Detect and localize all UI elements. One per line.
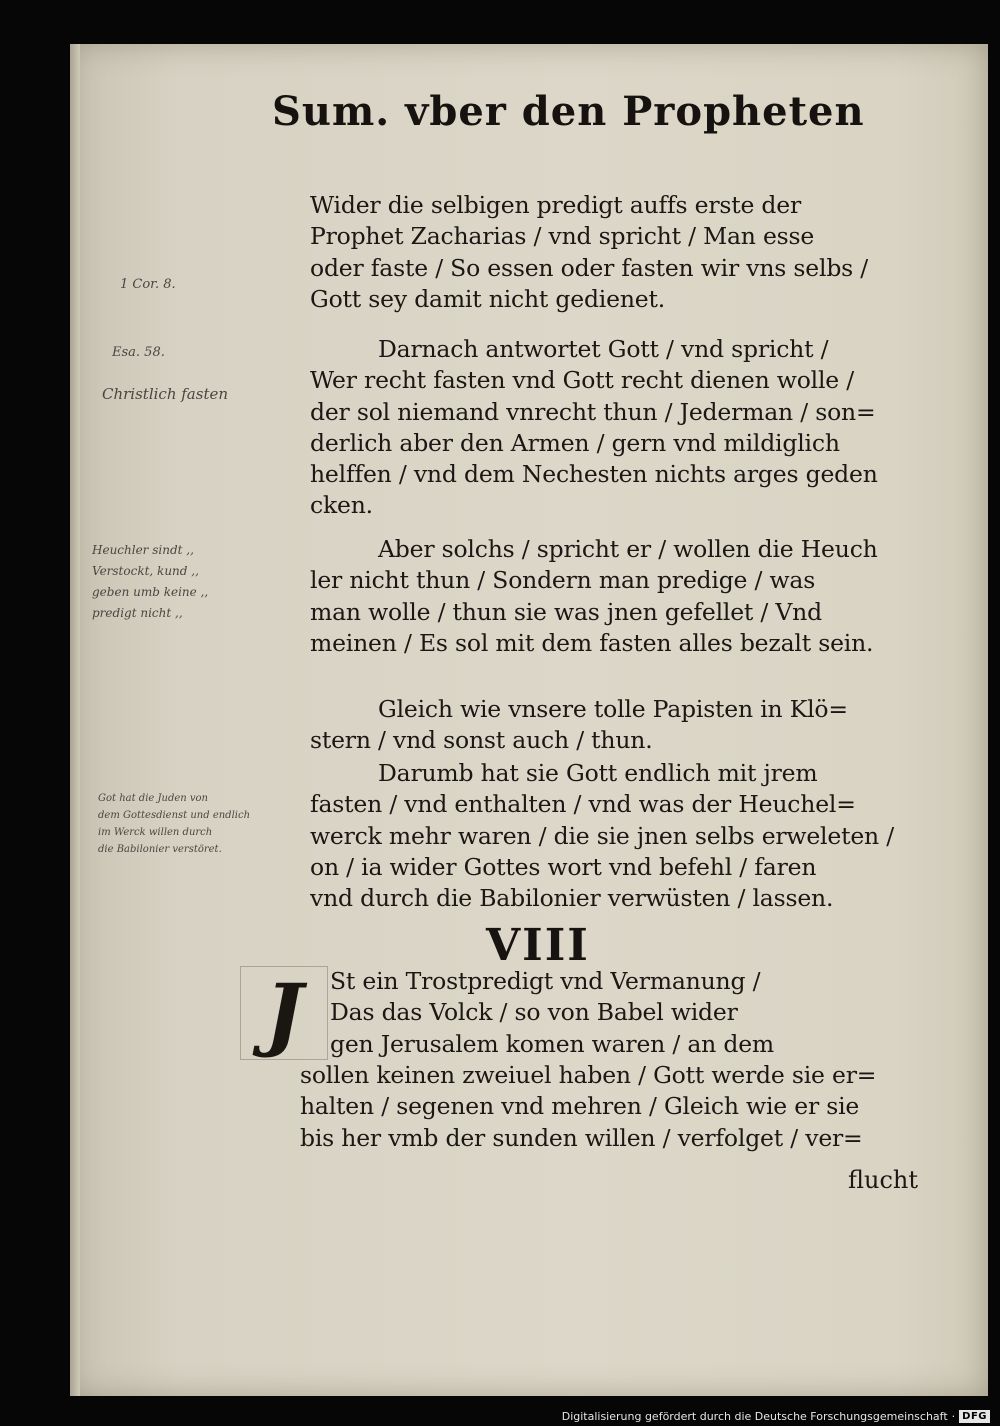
- note-line: Verstockt, kund ,,: [92, 564, 199, 578]
- text-line: Darumb hat sie Gott endlich mit jrem: [378, 759, 818, 787]
- credit-text: Digitalisierung gefördert durch die Deutsche Forschungsgemeinschaft: [561, 1410, 948, 1423]
- text-line: helffen / vnd dem Nechesten nichts arges geden: [310, 460, 878, 489]
- text-line: Das das Volck / so von Babel wider: [330, 998, 738, 1027]
- text-line: Prophet Zacharias / vnd spricht / Man esse: [310, 222, 815, 251]
- margin-note-2: [112, 342, 165, 363]
- running-header: Sum. vber den Propheten: [272, 88, 865, 135]
- paragraph-3: [310, 534, 926, 659]
- note-line: Christlich fasten: [102, 385, 229, 403]
- note-line: die Babilonier verstöret.: [98, 844, 222, 855]
- dropcap-initial: J: [240, 966, 328, 1060]
- text-line: der sol niemand vnrecht thun / Jederman / son=: [310, 397, 876, 426]
- chapter-heading: VIII: [486, 920, 590, 971]
- text-line: Wer recht fasten vnd Gott recht dienen wolle /: [310, 366, 854, 395]
- paragraph-4: [310, 694, 926, 757]
- page-gutter: [70, 44, 80, 1396]
- text-line: Gott sey damit nicht gedienet.: [310, 284, 665, 313]
- text-line: gen Jerusalem komen waren / an dem: [330, 1029, 774, 1058]
- text-line: man wolle / thun sie was jnen gefellet / Vnd: [310, 597, 822, 626]
- margin-note-5: [98, 790, 250, 858]
- catchword: flucht: [848, 1166, 919, 1194]
- paragraph-1: [310, 190, 926, 315]
- text-line: sollen keinen zweiuel haben / Gott werde sie er=: [300, 1061, 877, 1089]
- paragraph-5: [310, 758, 926, 914]
- text-line: Aber solchs / spricht er / wollen die Heuch: [378, 535, 878, 563]
- paragraph-2: [310, 334, 926, 522]
- text-line: Gleich wie vnsere tolle Papisten in Klö=: [378, 695, 848, 723]
- note-line: Got hat die Juden von: [98, 793, 208, 804]
- separator-dot: ·: [951, 1410, 956, 1423]
- margin-note-1: [120, 274, 176, 295]
- text-line: on / ia wider Gottes wort vnd befehl / faren: [310, 852, 817, 881]
- text-line: oder faste / So essen oder fasten wir vns selbs /: [310, 253, 869, 282]
- text-line: fasten / vnd enthalten / vnd was der Heuchel=: [310, 790, 856, 819]
- text-line: cken.: [310, 491, 373, 520]
- digitization-credit: [562, 1410, 990, 1423]
- note-line: dem Gottesdienst und endlich: [98, 810, 251, 821]
- note-line: Heuchler sindt ,,: [92, 543, 194, 557]
- text-line: halten / segenen vnd mehren / Gleich wie er sie: [300, 1092, 860, 1121]
- dfg-logo: DFG: [959, 1410, 990, 1423]
- note-line: Esa. 58.: [112, 345, 165, 360]
- text-line: meinen / Es sol mit dem fasten alles bezalt sein.: [310, 628, 874, 657]
- text-line: ler nicht thun / Sondern man predige / was: [310, 566, 816, 595]
- chapter-paragraph-upper: [330, 966, 926, 1060]
- text-line: vnd durch die Babilonier verwüsten / lassen.: [310, 884, 834, 913]
- margin-note-3: [102, 384, 228, 405]
- note-line: geben umb keine ,,: [92, 585, 209, 599]
- text-line: bis her vmb der sunden willen / verfolget / ver=: [300, 1123, 863, 1152]
- margin-note-4: [92, 540, 208, 624]
- text-line: derlich aber den Armen / gern vnd mildiglich: [310, 428, 840, 457]
- text-line: stern / vnd sonst auch / thun.: [310, 726, 653, 755]
- text-line: Wider die selbigen predigt auffs erste der: [310, 191, 802, 219]
- chapter-paragraph-lower: [300, 1060, 926, 1154]
- note-line: 1 Cor. 8.: [120, 277, 176, 292]
- text-line: St ein Trostpredigt vnd Vermanung /: [330, 967, 761, 995]
- text-line: werck mehr waren / die sie jnen selbs erweleten /: [310, 821, 894, 850]
- text-line: Darnach antwortet Gott / vnd spricht /: [378, 335, 829, 363]
- note-line: predigt nicht ,,: [92, 606, 183, 620]
- note-line: im Werck willen durch: [98, 827, 213, 838]
